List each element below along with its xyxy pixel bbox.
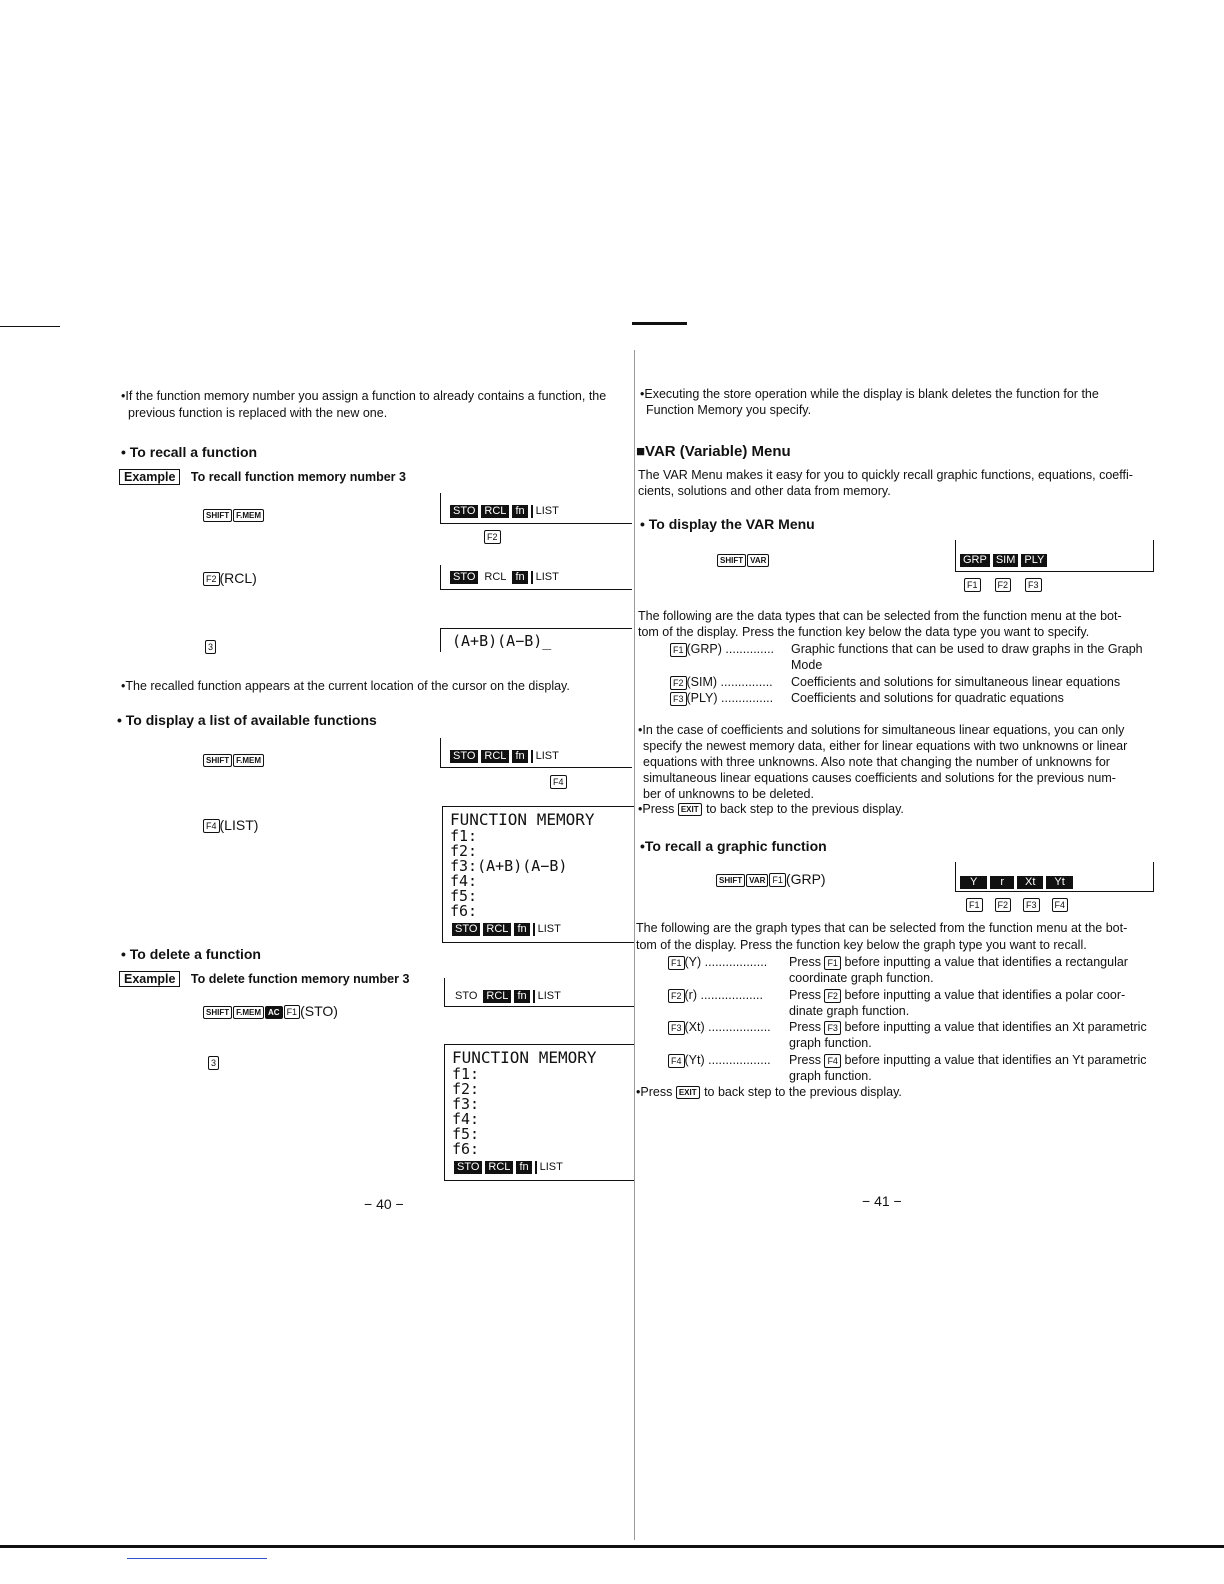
softkey-rcl: RCL xyxy=(485,1161,513,1174)
graphic-keys xyxy=(716,871,826,887)
f4-key: F4 xyxy=(1052,898,1069,912)
gtypes-line2: tom of the display. Press the function key below the graph type you want to recall. xyxy=(636,938,1087,952)
delete-row-f6: f6: xyxy=(452,1140,480,1158)
var-softkeys xyxy=(960,552,1050,570)
left-intro-line2: previous function is replaced with the new one. xyxy=(128,406,388,420)
f4-key: F4 xyxy=(203,819,220,833)
var-lcd-left xyxy=(955,540,956,572)
delete-row-f4: f4: xyxy=(452,1110,480,1128)
lcd1-bottom xyxy=(440,523,632,524)
softkey-sto: STO xyxy=(450,505,478,518)
gtype-y xyxy=(668,954,767,970)
delete-heading: • To delete a function xyxy=(121,946,261,962)
softkey-list: LIST xyxy=(531,505,562,518)
leader-dots: .................. xyxy=(701,955,768,969)
right-page-number: − 41 − xyxy=(862,1193,902,1209)
top-left-rule xyxy=(0,326,60,327)
gtype-yt-desc1: before inputting a value that identifies an Yt parametric xyxy=(844,1053,1147,1067)
note2-text: to back step to the previous display. xyxy=(706,802,904,816)
gtype-r-desc2: dinate graph function. xyxy=(789,1004,910,1018)
lcd5-bottom xyxy=(442,942,634,943)
type-sim-name: (SIM) xyxy=(686,675,718,689)
softkey-ply: PLY xyxy=(1021,554,1047,567)
note1-line3: equations with three unknowns. Also note that changing the number of unknowns for xyxy=(643,755,1110,769)
softkey-rcl: RCL xyxy=(481,571,509,584)
softkey-list: LIST xyxy=(531,750,562,763)
lcd7-left-border xyxy=(444,1044,445,1180)
list-step1-softkeys xyxy=(450,748,565,766)
delete-display xyxy=(452,1049,597,1157)
softkey-fn: fn xyxy=(514,923,529,936)
shift-key: SHIFT xyxy=(717,554,746,567)
types-line1: The following are the data types that can be selected from the function menu at the bot- xyxy=(638,609,1122,623)
lcd4-left-border xyxy=(440,738,441,767)
f1-key: F1 xyxy=(964,578,981,592)
display-var-heading: • To display the VAR Menu xyxy=(640,516,815,532)
type-grp-dots: .............. xyxy=(721,642,775,656)
f4-key: F4 xyxy=(668,1054,685,1068)
shift-key: SHIFT xyxy=(203,509,232,522)
shift-key: SHIFT xyxy=(203,1006,232,1019)
press-word: Press xyxy=(789,1020,821,1034)
three-key: 3 xyxy=(205,640,216,654)
recall-display-text: (A+B)(A−B)_ xyxy=(452,632,552,650)
page-divider xyxy=(634,350,635,1540)
three-key: 3 xyxy=(208,1056,219,1070)
type-sim-dots: ............... xyxy=(717,675,773,689)
note1-line4: simultaneous linear equations causes coefficients and solutions for the previous num- xyxy=(643,771,1116,785)
gtype-xt-desc2: graph function. xyxy=(789,1036,872,1050)
delete-row-f2: f2: xyxy=(452,1080,480,1098)
list-display-title: FUNCTION MEMORY xyxy=(450,810,595,829)
f1-key: F1 xyxy=(284,1005,301,1019)
list-row-f3: f3:(A+B)(A−B) xyxy=(450,857,568,875)
lcd6-bottom xyxy=(444,1006,634,1007)
left-page-number: − 40 − xyxy=(364,1196,404,1212)
f2-key: F2 xyxy=(824,989,841,1003)
softkey-list: LIST xyxy=(535,1161,566,1174)
footer-link-line xyxy=(127,1558,267,1559)
list-row-f2: f2: xyxy=(450,842,478,860)
gtype-y-desc2: coordinate graph function. xyxy=(789,971,934,985)
graph-lcd-right xyxy=(1153,862,1154,892)
f1-key: F1 xyxy=(668,956,685,970)
f4-key: F4 xyxy=(824,1054,841,1068)
sto-label: (STO) xyxy=(300,1003,338,1019)
delete-example-row xyxy=(119,970,409,988)
softkey-fn: fn xyxy=(512,505,527,518)
list-heading: • To display a list of available functions xyxy=(117,712,377,728)
type-grp-desc1: Graphic functions that can be used to draw graphs in the Graph xyxy=(791,642,1143,656)
f2-key: F2 xyxy=(670,676,687,690)
softkey-fn: fn xyxy=(512,571,527,584)
var-heading: ■VAR (Variable) Menu xyxy=(636,443,791,460)
lcd7-bottom xyxy=(444,1180,634,1181)
graph-fkeys xyxy=(966,896,1068,914)
press-word: Press xyxy=(789,988,821,1002)
softkey-sim: SIM xyxy=(993,554,1019,567)
note2-prefix: •Press xyxy=(638,802,675,816)
leader-dots: .................. xyxy=(704,1053,771,1067)
gtype-r-desc xyxy=(789,987,1125,1003)
lcd6-left-border xyxy=(444,978,445,1006)
ac-key: AC xyxy=(265,1006,283,1019)
recall-example-text: To recall function memory number 3 xyxy=(190,470,406,484)
var-key: VAR xyxy=(746,874,768,887)
exit-key: EXIT xyxy=(678,803,702,816)
graphic-heading: •To recall a graphic function xyxy=(640,838,827,854)
gtype-y-name: (Y) xyxy=(684,955,702,969)
gtype-y-desc xyxy=(789,954,1128,970)
softkey-rcl: RCL xyxy=(483,923,511,936)
var-lcd-bottom xyxy=(955,571,1153,572)
delete-example-text: To delete function memory number 3 xyxy=(190,972,410,986)
gtype-xt-desc xyxy=(789,1019,1147,1035)
example-label: Example xyxy=(119,469,180,485)
note2 xyxy=(638,801,904,817)
f1-key: F1 xyxy=(769,873,786,887)
var-fkeys xyxy=(964,576,1042,594)
f2-key: F2 xyxy=(484,530,501,544)
recall-example-row xyxy=(119,468,406,486)
f2-key: F2 xyxy=(995,898,1012,912)
display-var-keys xyxy=(717,552,770,570)
f3-key: F3 xyxy=(1025,578,1042,592)
types-line2: tom of the display. Press the function key below the data type you want to specify. xyxy=(638,625,1090,639)
gtype-xt-desc1: before inputting a value that identifies an Xt parametric xyxy=(844,1020,1147,1034)
softkey-list: LIST xyxy=(533,990,564,1003)
type-sim xyxy=(670,674,773,690)
gtype-yt-desc xyxy=(789,1052,1146,1068)
type-ply-desc1: Coefficients and solutions for quadratic equations xyxy=(791,691,1064,705)
type-grp-name: (GRP) xyxy=(686,642,722,656)
fmem-key: F.MEM xyxy=(233,1006,264,1019)
shift-key: SHIFT xyxy=(716,874,745,887)
f2-key: F2 xyxy=(203,572,220,586)
left-intro-line1: •If the function memory number you assign a function to already contains a function, the xyxy=(121,389,607,403)
f1-key: F1 xyxy=(966,898,983,912)
leader-dots: .................. xyxy=(697,988,764,1002)
list-step2 xyxy=(203,817,258,833)
lcd3-left-border xyxy=(440,628,441,652)
softkey-fn: fn xyxy=(512,750,527,763)
softkey-sto: STO xyxy=(454,1161,482,1174)
type-ply-dots: ............... xyxy=(717,691,774,705)
softkey-y: Y xyxy=(960,876,987,889)
softkey-list: LIST xyxy=(533,923,564,936)
softkey-fn: fn xyxy=(514,990,529,1003)
gtype-r-name: (r) xyxy=(684,988,698,1002)
softkey-fn: fn xyxy=(516,1161,531,1174)
bottom-rule xyxy=(0,1545,1224,1548)
delete-row-f1: f1: xyxy=(452,1065,480,1083)
f3-key: F3 xyxy=(1023,898,1040,912)
softkey-sto: STO xyxy=(452,990,480,1003)
note1-line2: specify the newest memory data, either for linear equations with two unknowns or linear xyxy=(643,739,1128,753)
list-display-softkeys xyxy=(452,921,567,939)
graph-lcd-bottom xyxy=(955,891,1153,892)
example-label: Example xyxy=(119,971,180,987)
softkey-rcl: RCL xyxy=(481,505,509,518)
list-row-f5: f5: xyxy=(450,887,478,905)
note1-line5: ber of unknowns to be deleted. xyxy=(643,787,814,801)
gtype-r xyxy=(668,987,763,1003)
gtype-xt xyxy=(668,1019,771,1035)
var-key: VAR xyxy=(747,554,769,567)
type-ply-name: (PLY) xyxy=(686,691,718,705)
gtypes-line1: The following are the graph types that can be selected from the function menu at the bot- xyxy=(636,921,1128,935)
type-sim-desc1: Coefficients and solutions for simultaneous linear equations xyxy=(791,675,1121,689)
type-ply xyxy=(670,690,773,706)
softkey-rcl: RCL xyxy=(483,990,511,1003)
f2-key: F2 xyxy=(995,578,1012,592)
final-note-prefix: •Press xyxy=(636,1085,673,1099)
press-word: Press xyxy=(789,955,821,969)
exit-key: EXIT xyxy=(676,1086,700,1099)
recall-step1-softkeys xyxy=(450,503,565,521)
softkey-r: r xyxy=(990,876,1014,889)
gtype-yt-desc2: graph function. xyxy=(789,1069,872,1083)
f1-key: F1 xyxy=(670,643,687,657)
final-note xyxy=(636,1084,902,1100)
delete-row-f3: f3: xyxy=(452,1095,480,1113)
shift-key: SHIFT xyxy=(203,754,232,767)
delete-step2-key xyxy=(208,1054,219,1072)
softkey-sto: STO xyxy=(452,923,480,936)
f3-key: F3 xyxy=(670,692,687,706)
f3-key: F3 xyxy=(824,1021,841,1035)
softkey-sto: STO xyxy=(450,571,478,584)
gtype-xt-name: (Xt) xyxy=(684,1020,705,1034)
gtype-y-desc1: before inputting a value that identifies a rectangular xyxy=(844,955,1128,969)
var-desc1: The VAR Menu makes it easy for you to quickly recall graphic functions, equations, coeffi- xyxy=(638,468,1133,482)
recall-step1-keys xyxy=(203,507,265,525)
fmem-key: F.MEM xyxy=(233,754,264,767)
delete-row-f5: f5: xyxy=(452,1125,480,1143)
gtype-yt xyxy=(668,1052,771,1068)
softkey-yt: Yt xyxy=(1046,876,1072,889)
f4-key: F4 xyxy=(550,775,567,789)
list-row-f1: f1: xyxy=(450,827,478,845)
list-display xyxy=(450,811,595,919)
rcl-label: (RCL) xyxy=(219,570,257,586)
recall-step3-key xyxy=(205,638,216,656)
list-row-f6: f6: xyxy=(450,902,478,920)
delete-display-title: FUNCTION MEMORY xyxy=(452,1048,597,1067)
softkey-sto: STO xyxy=(450,750,478,763)
leader-dots: .................. xyxy=(704,1020,771,1034)
delete-step1-softkeys xyxy=(452,988,567,1006)
right-exec-line1: •Executing the store operation while the display is blank deletes the function for the xyxy=(640,387,1099,401)
softkey-list: LIST xyxy=(531,571,562,584)
gtype-r-desc1: before inputting a value that identifies a polar coor- xyxy=(844,988,1126,1002)
recall-step2 xyxy=(203,570,257,586)
recall-step1-fkey xyxy=(484,528,501,546)
graph-lcd-left xyxy=(955,862,956,892)
softkey-grp: GRP xyxy=(960,554,990,567)
recall-note: •The recalled function appears at the current location of the cursor on the display. xyxy=(121,679,570,693)
top-center-mark xyxy=(632,322,687,325)
list-label: (LIST) xyxy=(219,817,259,833)
right-exec-line2: Function Memory you specify. xyxy=(646,403,812,417)
lcd1-left-border xyxy=(440,493,441,523)
softkey-rcl: RCL xyxy=(481,750,509,763)
lcd5-left-border xyxy=(442,806,443,942)
delete-display-softkeys xyxy=(454,1159,569,1177)
type-grp xyxy=(670,641,774,657)
recall-heading: • To recall a function xyxy=(121,444,258,460)
var-desc2: cients, solutions and other data from memory. xyxy=(638,484,891,498)
type-grp-desc2: Mode xyxy=(791,658,823,672)
lcd7-top xyxy=(444,1044,634,1045)
list-step1-fkey xyxy=(550,773,567,791)
note1-line1: •In the case of coefficients and solutions for simultaneous linear equations, you can only xyxy=(638,723,1125,737)
var-lcd-right xyxy=(1153,540,1154,572)
f3-key: F3 xyxy=(668,1021,685,1035)
lcd4-bottom xyxy=(440,767,632,768)
final-note-text: to back step to the previous display. xyxy=(704,1085,902,1099)
lcd3-top xyxy=(440,628,632,629)
softkey-xt: Xt xyxy=(1017,876,1043,889)
f2-key: F2 xyxy=(668,989,685,1003)
f1-key: F1 xyxy=(824,956,841,970)
fmem-key: F.MEM xyxy=(233,509,264,522)
delete-step1 xyxy=(203,1003,338,1019)
grp-label: (GRP) xyxy=(785,871,826,887)
list-step1-keys xyxy=(203,752,265,770)
graph-softkeys xyxy=(960,874,1076,892)
list-row-f4: f4: xyxy=(450,872,478,890)
lcd2-bottom xyxy=(440,589,632,590)
recall-step2-softkeys xyxy=(450,569,565,587)
lcd2-left-border xyxy=(440,565,441,590)
gtype-yt-name: (Yt) xyxy=(684,1053,705,1067)
press-word: Press xyxy=(789,1053,821,1067)
lcd5-top xyxy=(442,806,634,807)
